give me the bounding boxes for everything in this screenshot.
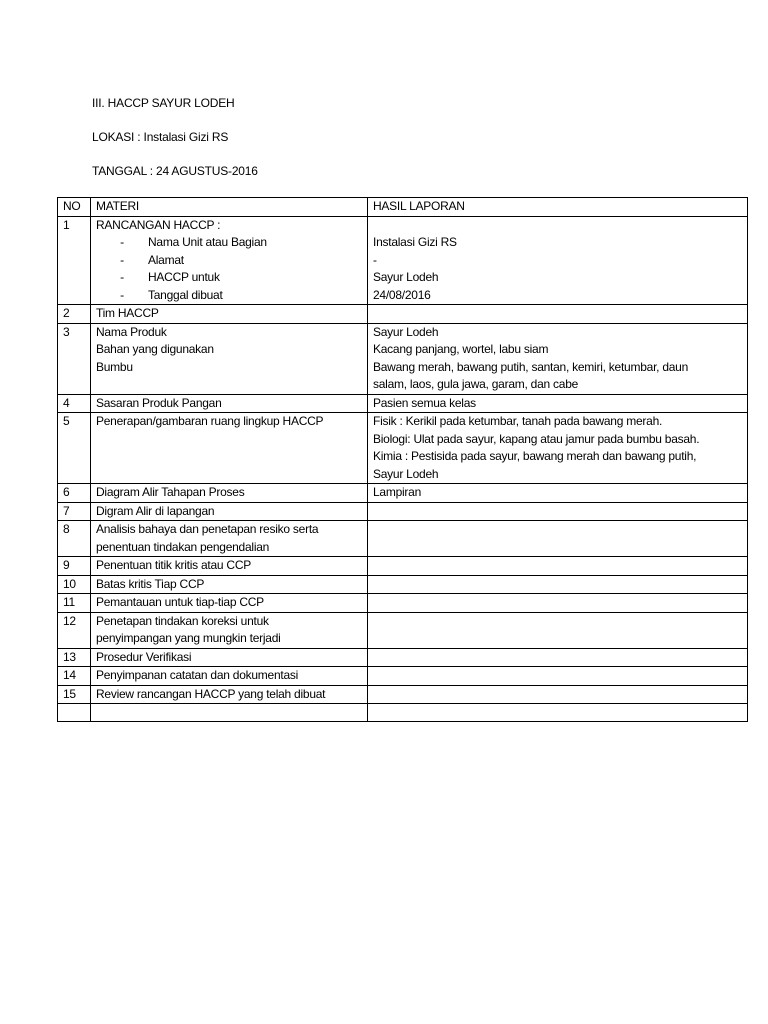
- materi-line: penyimpangan yang mungkin terjadi: [96, 631, 281, 645]
- hasil-line: Bawang merah, bawang putih, santan, kemiri, ketumbar, daun: [373, 359, 689, 374]
- empty-cell: [368, 704, 748, 722]
- row-materi: Sasaran Produk Pangan: [91, 394, 368, 413]
- table-row: [58, 413, 748, 484]
- row-hasil: Pasien semua kelas: [368, 394, 748, 413]
- row-no: 5: [58, 413, 91, 484]
- hasil-line: Sayur Lodeh: [373, 324, 439, 339]
- materi-line: Bumbu: [96, 359, 133, 374]
- header-hasil-laporan: HASIL LAPORAN: [368, 198, 748, 217]
- table-row: [58, 575, 748, 594]
- table-header-row: [58, 198, 748, 217]
- row-no: 4: [58, 394, 91, 413]
- dash-bullet: -: [120, 252, 124, 267]
- row-hasil: [368, 216, 748, 305]
- empty-cell: [58, 704, 91, 722]
- hasil-line: 24/08/2016: [373, 287, 431, 302]
- hasil-line: Fisik : Kerikil pada ketumbar, tanah pada bawang merah.: [373, 414, 663, 428]
- row-materi: Diagram Alir Tahapan Proses: [91, 484, 368, 503]
- table-row: [58, 557, 748, 576]
- sub-item-label: Alamat: [148, 252, 184, 267]
- row-hasil: [368, 648, 748, 667]
- hasil-line: Kacang panjang, wortel, labu siam: [373, 342, 549, 356]
- row-materi: Penentuan titik kritis atau CCP: [91, 557, 368, 576]
- dash-bullet: -: [120, 287, 124, 302]
- row-hasil: [368, 667, 748, 686]
- sub-item-label: Nama Unit atau Bagian: [148, 235, 267, 249]
- materi-line: RANCANGAN HACCP :: [96, 217, 221, 232]
- sub-item: [96, 234, 362, 252]
- hasil-line: Kimia : Pestisida pada sayur, bawang merah dan bawang putih,: [373, 449, 697, 463]
- row-hasil: Lampiran: [368, 484, 748, 503]
- table-row: [58, 305, 748, 324]
- sub-item: [96, 287, 362, 305]
- row-materi: [91, 323, 368, 394]
- row-hasil: [368, 557, 748, 576]
- table-row: [58, 685, 748, 704]
- row-no: 8: [58, 521, 91, 557]
- hasil-line: Instalasi Gizi RS: [373, 235, 457, 249]
- row-hasil: [368, 685, 748, 704]
- row-materi: Prosedur Verifikasi: [91, 648, 368, 667]
- header-no: NO: [58, 198, 91, 217]
- row-no: 7: [58, 502, 91, 521]
- sub-item-label: HACCP untuk: [148, 270, 220, 284]
- row-no: 1: [58, 216, 91, 305]
- table-row: [58, 612, 748, 648]
- table-row: [58, 502, 748, 521]
- sub-item: [96, 252, 362, 270]
- row-no: 10: [58, 575, 91, 594]
- row-no: 15: [58, 685, 91, 704]
- row-materi: Pemantauan untuk tiap-tiap CCP: [91, 594, 368, 613]
- row-hasil: [368, 594, 748, 613]
- table-row: [58, 216, 748, 305]
- materi-line: Nama Produk: [96, 324, 167, 339]
- row-materi: [91, 521, 368, 557]
- table-row: [58, 323, 748, 394]
- materi-line: Penetapan tindakan koreksi untuk: [96, 613, 269, 628]
- row-materi: Batas kritis Tiap CCP: [91, 575, 368, 594]
- row-hasil: [368, 521, 748, 557]
- table-row: [58, 484, 748, 503]
- table-row: [58, 667, 748, 686]
- row-hasil: [368, 305, 748, 324]
- hasil-line: Sayur Lodeh: [373, 466, 439, 481]
- row-hasil: [368, 612, 748, 648]
- materi-line: Analisis bahaya dan penetapan resiko serta: [96, 522, 319, 536]
- row-materi: Digram Alir di lapangan: [91, 502, 368, 521]
- row-hasil: [368, 413, 748, 484]
- table-row: [58, 394, 748, 413]
- row-no: 6: [58, 484, 91, 503]
- haccp-table: [57, 197, 748, 722]
- row-materi: [91, 216, 368, 305]
- sub-item-label: Tanggal dibuat: [148, 287, 223, 302]
- sub-item: [96, 269, 362, 287]
- hasil-line: salam, laos, gula jawa, garam, dan cabe: [373, 377, 579, 391]
- hasil-line: Sayur Lodeh: [373, 270, 439, 284]
- document-title: III. HACCP SAYUR LODEH: [92, 96, 235, 110]
- row-materi: [91, 612, 368, 648]
- materi-line: Bahan yang digunakan: [96, 342, 214, 356]
- empty-cell: [91, 704, 368, 722]
- table-row: [58, 648, 748, 667]
- row-materi: Penyimpanan catatan dan dokumentasi: [91, 667, 368, 686]
- row-no: 2: [58, 305, 91, 324]
- dash-bullet: -: [120, 270, 124, 284]
- table-row: [58, 521, 748, 557]
- dash-bullet: -: [120, 235, 124, 249]
- row-no: 9: [58, 557, 91, 576]
- row-no: 13: [58, 648, 91, 667]
- row-materi: Tim HACCP: [91, 305, 368, 324]
- row-materi: Review rancangan HACCP yang telah dibuat: [91, 685, 368, 704]
- hasil-line: Biologi: Ulat pada sayur, kapang atau jamur pada bumbu basah.: [373, 431, 700, 446]
- table-row: [58, 594, 748, 613]
- row-no: 3: [58, 323, 91, 394]
- row-materi: Penerapan/gambaran ruang lingkup HACCP: [91, 413, 368, 484]
- row-hasil: [368, 575, 748, 594]
- materi-line: penentuan tindakan pengendalian: [96, 539, 270, 554]
- header-materi: MATERI: [91, 198, 368, 217]
- row-hasil: [368, 323, 748, 394]
- table-row-empty: [58, 704, 748, 722]
- hasil-line: -: [373, 252, 377, 267]
- row-no: 14: [58, 667, 91, 686]
- date-line: TANGGAL : 24 AGUSTUS-2016: [92, 164, 258, 178]
- row-no: 12: [58, 612, 91, 648]
- location-line: LOKASI : Instalasi Gizi RS: [92, 130, 229, 144]
- row-no: 11: [58, 594, 91, 613]
- row-hasil: [368, 502, 748, 521]
